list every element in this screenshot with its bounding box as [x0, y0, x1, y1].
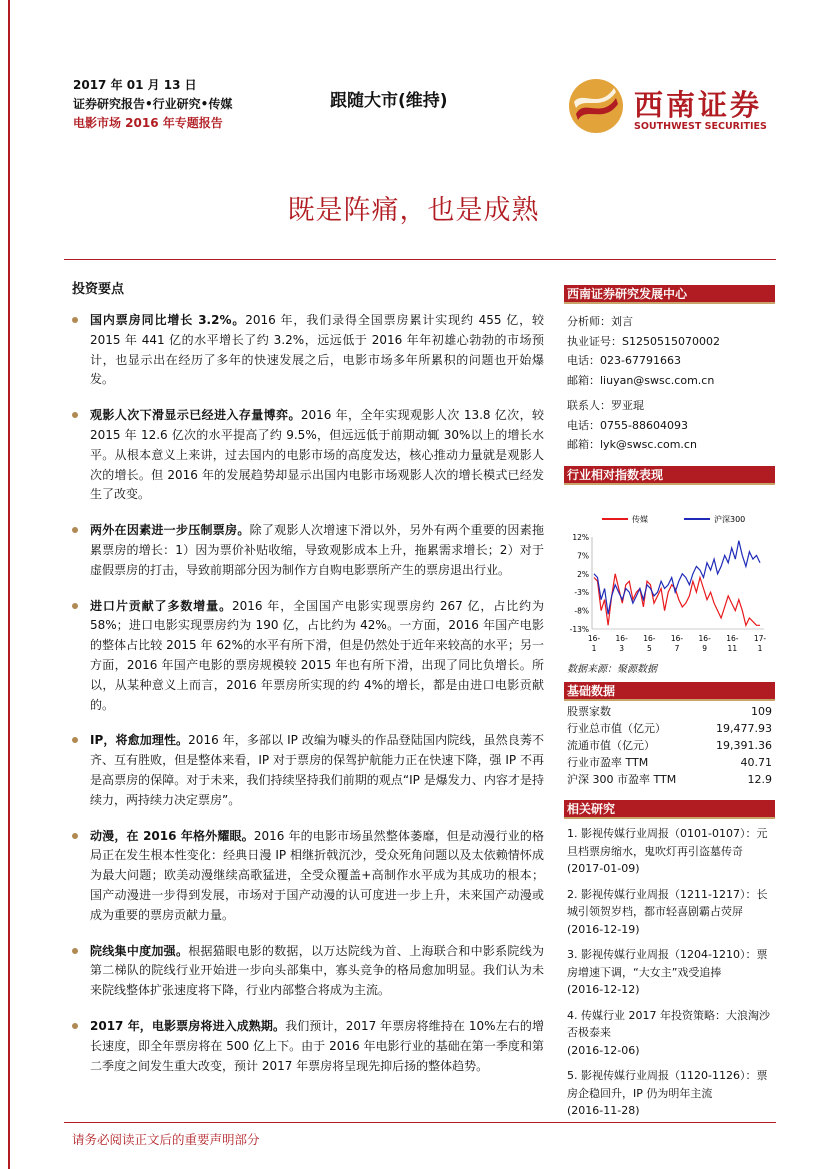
x-tick-label: 16-: [726, 634, 739, 643]
table-row: [564, 771, 775, 788]
related-title: 2. 影视传媒行业周报（1211-1217）：长城引领贺岁档，都市轻喜剧霸占荧屏: [567, 887, 768, 918]
contact-line: 联系人：罗亚琨: [567, 399, 644, 412]
bullet-text: 根据猫眼电影的数据，以万达院线为首、上海联合和中影系院线为第二梯队的院线行业开始进一步向头部集中，寡头竞争的格局愈加明显。我们认为未来院线整体扩张速度将下降，行业内部整合将成为主流。: [90, 943, 544, 998]
x-tick-label: 16-: [698, 634, 711, 643]
related-title: 1. 影视传媒行业周报（0101-0107）：元旦档票房缩水，鬼吹灯再引盗墓传奇: [567, 827, 768, 858]
bullet-lead: 动漫，在 2016 年格外耀眼。: [90, 828, 254, 843]
bullet-item: [72, 311, 544, 390]
series-line: [594, 541, 760, 615]
rating: 跟随大市(维持): [330, 91, 448, 111]
bullet-item: [72, 1017, 544, 1076]
bullet-lead: 2017 年，电影票房将进入成熟期。: [90, 1018, 286, 1033]
brand-name-en: SOUTHWEST SECURITIES: [634, 121, 767, 132]
row-value: 109: [751, 705, 772, 718]
bullet-dot-icon: [72, 1023, 78, 1029]
legend-label: 沪深300: [714, 515, 746, 524]
bullet-dot-icon: [72, 527, 78, 533]
related-item: [567, 1007, 775, 1060]
x-tick-label: 16-: [587, 634, 601, 643]
related-list: [564, 825, 775, 1120]
contact-line: 电话：0755-88604093: [567, 418, 688, 432]
related-item: [567, 1067, 775, 1120]
related-title: 3. 影视传媒行业周报（1204-1210）：票房增速下调，“大女主”戏受追捧: [567, 948, 768, 979]
x-tick-label: 16-: [643, 634, 656, 643]
x-tick-label: 1: [757, 644, 763, 653]
report-type: 证券研究报告•行业研究•传媒: [73, 97, 233, 111]
bullet-item: [72, 731, 544, 810]
bullet-item: [72, 827, 544, 926]
bullet-item: [72, 521, 544, 580]
basic-data-table: [564, 703, 775, 788]
x-tick-label: 1: [591, 644, 597, 653]
bullet-item: [72, 597, 544, 716]
y-tick-label: -8%: [574, 606, 589, 616]
x-tick-label: 9: [702, 644, 708, 653]
bullet-lead: 进口片贡献了多数增量。: [90, 598, 233, 613]
bullet-text: 我们预计，2017 年票房将维持在 10%左右的增长速度，即全年票房将在 500 亿上下。由于 2016 年电影行业的基础在第一季度和第二季度之间发生重大改变，预计 2017 年票房将呈现先抑后扬的整体趋势。: [90, 1018, 545, 1073]
row-label: 行业市盈率 TTM: [567, 756, 649, 769]
bullet-text: 2016 年，全国国产电影实现票房约 267 亿，占比约为 58%；进口电影实现票房约为 190 亿，占比约为 42%。一方面，2016 年国产电影的整体占比较 2015 年 62%的水平有所下滑，但是仍然处于近年来较高的水平；另一方面，2016 年国产电影的票房规模较 2015 年也有所下滑，出现了同比负增长。所以，从某种意义上而言，2016 年票房所实现的约 4%的增长，都是由进口电影贡献的。: [90, 598, 544, 712]
chart-source: 数据来源：聚源数据: [567, 664, 657, 675]
related-title: 5. 影视传媒行业周报（1120-1126）：票房企稳回升，IP 仍为明年主流: [567, 1069, 768, 1100]
related-item: [567, 886, 775, 939]
row-value: 12.9: [747, 773, 772, 786]
bullet-text: 2016 年的电影市场虽然整体萎靡，但是动漫行业的格局正在发生根本性变化：经典日漫 IP 相继折戟沉沙，受众死角问题以及太依赖情怀成为最大问题；欧美动漫继续高歌猛进，全受众覆盖+高制作水平成为其成功的根本；国产动漫进一步得到发展，市场对于国产动漫的认可度进一步上升，未来国产动漫或成为重要的票房贡献力量。: [90, 828, 545, 922]
contact-block: [564, 312, 775, 455]
row-value: 40.71: [740, 756, 772, 769]
row-value: 19,477.93: [716, 722, 772, 735]
legend-label: 传媒: [632, 515, 648, 524]
contact-line: 分析师：刘言: [567, 315, 633, 328]
table-row: [564, 754, 775, 771]
basic-data-panel: [564, 682, 775, 788]
top-divider: [64, 259, 776, 260]
contact-email: 邮箱：lyk@swsc.com.cn: [567, 438, 697, 451]
bottom-divider: [64, 1122, 776, 1123]
bullet-text: 2016 年，全年实现观影人次 13.8 亿次，较 2015 年 12.6 亿次的水平提高了约 9.5%，但远远低于前期动辄 30%以上的增长水平。从根本意义上来讲，过去国内的电影市场的高度发达，核心推动力量就是观影人次的增长。但 2016 年的发展趋势却显示出国内电影市场观影人次的增长模式已经发生了改变。: [90, 408, 544, 502]
bullet-dot-icon: [72, 412, 78, 418]
row-value: 19,391.36: [716, 739, 772, 752]
related-date: (2016-12-19): [567, 922, 640, 936]
bullet-lead: 国内票房同比增长 3.2%。: [90, 313, 246, 327]
table-row: [564, 720, 775, 737]
related-date: (2016-11-28): [567, 1104, 640, 1117]
bullet-lead: 两外在因素进一步压制票房。: [90, 523, 250, 538]
sidebar: [564, 285, 775, 455]
report-subtitle: 电影市场 2016 年专题报告: [73, 116, 223, 130]
bullet-dot-icon: [72, 833, 78, 839]
chart-section-header: 行业相对指数表现: [564, 466, 775, 485]
table-row: [564, 703, 775, 720]
y-tick-label: 12%: [572, 533, 589, 542]
bullet-dot-icon: [72, 737, 78, 743]
related-item: [567, 946, 775, 999]
related-header: 相关研究: [564, 800, 775, 819]
related-title: 4. 传媒行业 2017 年投资策略：大浪淘沙否极泰来: [567, 1008, 770, 1039]
x-tick-label: 16-: [670, 634, 684, 643]
y-tick-label: 7%: [577, 551, 589, 561]
bullet-lead: IP，将愈加理性。: [90, 733, 189, 748]
main-column: [72, 278, 544, 1092]
header-meta: [73, 76, 232, 133]
x-tick-label: 5: [646, 644, 652, 653]
y-tick-label: 2%: [577, 569, 589, 579]
brand-name: 西南证券: [634, 88, 763, 122]
left-edge-line: [8, 0, 10, 1169]
x-tick-label: 3: [619, 644, 625, 653]
related-date: (2016-12-12): [567, 983, 640, 996]
x-tick-label: 7: [674, 644, 680, 653]
bullet-text: 2016 年，我们录得全国票房累计实现约 455 亿，较 2015 年 441 亿的水平增长了约 3.2%，远远低于 2016 年年初雄心勃勃的市场预计，也显示出在经历了多年的快速发展之后，电影市场多年所累积的问题也开始爆发。: [90, 313, 545, 387]
research-center-header: 西南证券研究发展中心: [564, 285, 775, 304]
row-label: 行业总市值（亿元）: [567, 722, 666, 735]
y-tick-label: -13%: [569, 625, 589, 634]
bullet-list: [72, 311, 544, 1076]
row-label: 沪深 300 市盈率 TTM: [567, 773, 677, 786]
footer-notice: 请务必阅读正文后的重要声明部分: [72, 1132, 260, 1147]
bullet-item: [72, 406, 544, 505]
y-tick-label: -3%: [574, 588, 589, 598]
x-tick-label: 11: [727, 644, 738, 653]
report-date: 2017 年 01 月 13 日: [73, 78, 197, 92]
row-label: 流通市值（亿元）: [567, 739, 655, 752]
row-label: 股票家数: [567, 705, 611, 718]
bullet-dot-icon: [72, 603, 78, 609]
contact-email: 邮箱：liuyan@swsc.com.cn: [567, 373, 715, 387]
related-date: (2016-12-06): [567, 1043, 640, 1057]
page-title: 既是阵痛，也是成熟: [287, 195, 540, 226]
chart-panel: [564, 466, 775, 675]
bullet-text: 除了观影人次增速下滑以外，另外有两个重要的因素拖累票房的增长：1）因为票价补贴收缩，导致观影成本上升，拖累需求增长；2）对于虚假票房的打击，导致前期部分因为制作方自购电影票所产生的票房退出行业。: [90, 523, 544, 577]
bullet-item: [72, 942, 544, 1001]
index-chart: [564, 485, 775, 660]
contact-line: 执业证号：S1250515070002: [567, 334, 720, 348]
bullet-dot-icon: [72, 317, 78, 323]
related-panel: [564, 800, 775, 1128]
contact-line: 电话：023-67791663: [567, 354, 681, 367]
table-row: [564, 737, 775, 754]
bullet-text: 2016 年，多部以 IP 改编为噱头的作品登陆国内院线，虽然良莠不齐、互有胜败，但是整体来看，IP 对于票房的保驾护航能力正在快速下降，强 IP 不再是高票房的保障。对于未来，我们持续坚持我们前期的观点“IP 是爆发力、内容才是持续力，两持续力决定票房”。: [90, 733, 544, 807]
related-date: (2017-01-09): [567, 862, 640, 875]
x-tick-label: 16-: [615, 634, 628, 643]
bullet-lead: 院线集中度加强。: [90, 943, 189, 958]
section-title: 投资要点: [72, 282, 125, 297]
series-line: [594, 574, 760, 626]
bullet-dot-icon: [72, 948, 78, 954]
x-tick-label: 17-: [753, 634, 767, 643]
related-item: [567, 825, 775, 878]
bullet-lead: 观影人次下滑显示已经进入存量博弈。: [90, 408, 301, 423]
basic-data-header: 基础数据: [564, 682, 775, 701]
